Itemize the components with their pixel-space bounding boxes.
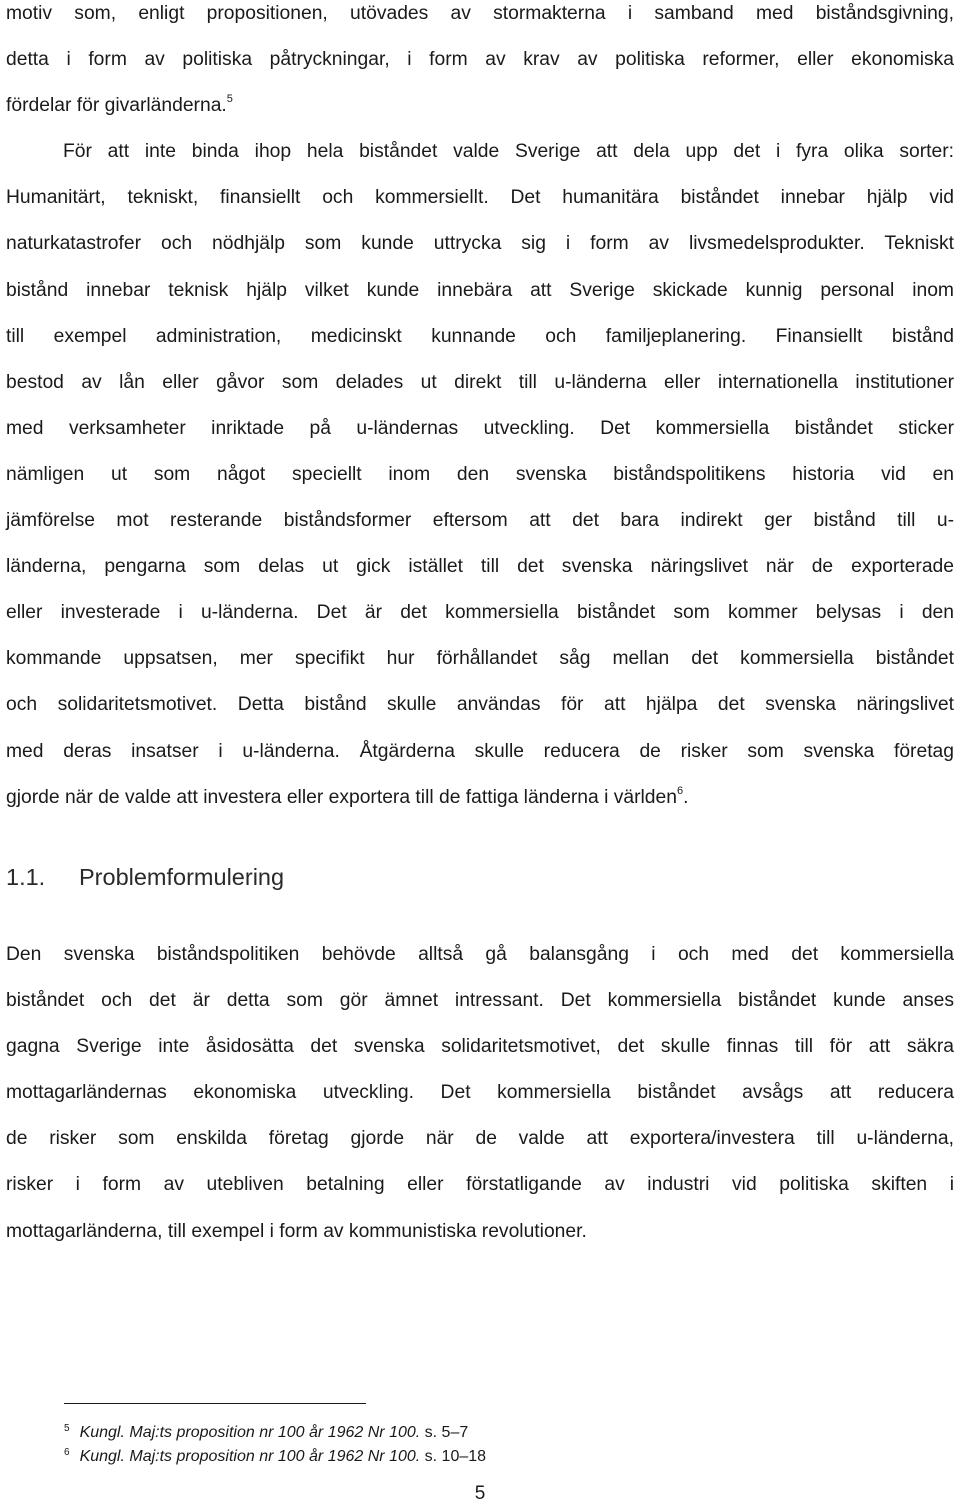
text-line: länderna, pengarna som delas ut gick istället till det svenska näringslivet när de exporterade [6, 556, 954, 578]
text-line: För att inte binda ihop hela biståndet valde Sverige att dela upp det i fyra olika sorter: [63, 141, 954, 163]
footnote-source: Kungl. Maj:ts proposition nr 100 år 1962 Nr 100. [79, 1424, 421, 1441]
footnote-pages: s. 5–7 [420, 1424, 469, 1441]
text-line: bistånd innebar teknisk hjälp vilket kunde innebära att Sverige skickade kunnig personal inom [6, 279, 954, 301]
footnote-number: 5 [64, 1423, 70, 1434]
text-line: och solidaritetsmotivet. Detta bistånd skulle användas för att hjälpa det svenska näringslivet [6, 694, 954, 716]
text-fragment: gjorde när de valde att investera eller exportera till de fattiga länderna i världen [6, 786, 677, 808]
text-line: mottagarländerna, till exempel i form av kommunistiska revolutioner. [6, 1220, 587, 1242]
text-line: jämförelse mot resterande biståndsformer eftersom att det bara indirekt ger bistånd till u- [6, 510, 954, 532]
text-line: mottagarländernas ekonomiska utveckling. Det kommersiella biståndet avsågs att reducera [6, 1082, 954, 1104]
section-heading [6, 854, 284, 900]
text-line: Den svenska biståndspolitiken behövde alltså gå balansgång i och med det kommersiella [6, 944, 954, 965]
text-line: med deras insatser i u-länderna. Åtgärderna skulle reducera de risker som svenska företag [6, 740, 954, 762]
text-line: kommande uppsatsen, mer specifikt hur förhållandet såg mellan det kommersiella biståndet [6, 648, 954, 670]
text-fragment: . [683, 786, 689, 808]
footnote-number: 6 [64, 1447, 70, 1458]
text-line: eller investerade i u-länderna. Det är det kommersiella biståndet som kommer belysas i den [6, 602, 954, 624]
footnote-reference[interactable]: 6 [676, 784, 684, 797]
text-line: naturkatastrofer och nödhjälp som kunde uttrycka sig i form av livsmedelsprodukter. Tekniskt [6, 233, 954, 255]
body-text-bottom [6, 932, 954, 1255]
footnote-reference[interactable]: 5 [226, 93, 233, 106]
text-fragment: fördelar för givarländerna. [6, 95, 227, 117]
text-line: de risker som enskilda företag gjorde när de valde att exportera/investera till u-länderna, [6, 1128, 954, 1150]
footnote-separator [64, 1403, 366, 1404]
text-line: Humanitärt, tekniskt, finansiellt och kommersiellt. Det humanitära biståndet innebar hjälp vid [6, 187, 954, 209]
footnote-source: Kungl. Maj:ts proposition nr 100 år 1962 Nr 100. [79, 1448, 421, 1465]
body-text-top [6, 0, 954, 821]
text-line: gagna Sverige inte åsidosätta det svenska solidaritetsmotivet, det skulle finnas till för att säkra [6, 1036, 954, 1058]
text-line: motiv som, enligt propositionen, utövades av stormakterna i samband med biståndsgivning, [6, 3, 954, 24]
text-line: till exempel administration, medicinskt kunnande och familjeplanering. Finansiellt bistånd [6, 325, 954, 347]
page-number: 5 [474, 1483, 486, 1504]
text-line [6, 775, 954, 821]
text-line: detta i form av politiska påtryckningar, i form av krav av politiska reformer, eller ekonomiska [6, 49, 954, 71]
footnote [64, 1441, 486, 1469]
section-number: 1.1. [6, 864, 46, 890]
footnote-pages: s. 10–18 [420, 1448, 487, 1465]
text-line: risker i form av utebliven betalning eller förstatligande av industri vid politiska skiften i [6, 1174, 954, 1196]
text-line: nämligen ut som något speciellt inom den svenska biståndspolitikens historia vid en [6, 463, 954, 485]
text-line: bestod av lån eller gåvor som delades ut direkt till u-länderna eller internationella institutioner [6, 371, 954, 393]
text-line: med verksamheter inriktade på u-ländernas utveckling. Det kommersiella biståndet sticker [6, 417, 954, 439]
text-line [6, 83, 954, 129]
text-line: biståndet och det är detta som gör ämnet intressant. Det kommersiella biståndet kunde anses [6, 990, 954, 1012]
section-title: Problemformulering [79, 864, 285, 890]
